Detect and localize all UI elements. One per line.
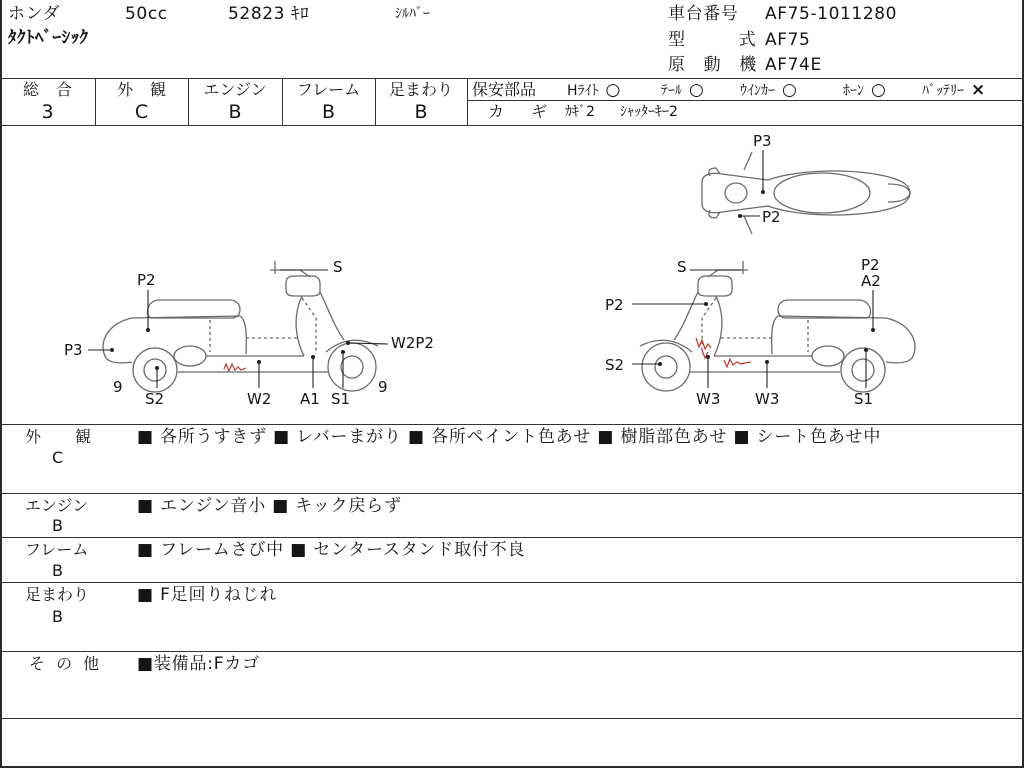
label-left-s: S xyxy=(333,258,343,276)
frame-number: AF75-1011280 xyxy=(765,4,898,24)
label-left-p2: P2 xyxy=(137,271,156,289)
divider-remark-3 xyxy=(0,582,1024,583)
grade-label-exterior: 外 観 xyxy=(116,80,167,99)
remark-text-engine: ■ エンジン音小 ■ キック戻らず xyxy=(137,496,402,516)
grade-value-frame: B xyxy=(321,101,336,123)
label-right-s1: S1 xyxy=(854,390,874,408)
divider-remark-5 xyxy=(0,718,1024,719)
grade-label-overall: 総 合 xyxy=(22,80,73,99)
safety-item-name: ﾊﾞｯﾃﾘｰ xyxy=(922,83,964,99)
mileage: 52823 ｷﾛ xyxy=(228,4,310,24)
divider-remark-2 xyxy=(0,537,1024,538)
safety-item-horn xyxy=(843,80,886,100)
grade-label-frame: フレーム xyxy=(296,80,361,99)
safety-item-status: × xyxy=(971,80,986,100)
pointer-dots xyxy=(110,190,875,370)
keys-label: カ ギ xyxy=(488,102,548,121)
remark-label-frame: フレーム xyxy=(25,540,89,559)
label-right-p2-upper: P2 xyxy=(861,256,880,274)
label-left-s1: S1 xyxy=(331,390,351,408)
safety-item-name: ﾃｰﾙ xyxy=(661,83,682,99)
remark-label-engine: エンジン xyxy=(25,496,89,515)
model-code: AF75 xyxy=(765,30,811,50)
model-name: ﾀｸﾄﾍﾞｰｼｯｸ xyxy=(8,28,89,48)
label-top-p3: P3 xyxy=(753,132,772,150)
label-right-w3-front: W3 xyxy=(696,390,721,408)
safety-item-name: ﾎｰﾝ xyxy=(843,83,864,99)
grade-value-suspension: B xyxy=(414,101,428,123)
remark-grade-engine: B xyxy=(52,516,63,535)
safety-item-status: ○ xyxy=(871,80,886,100)
grade-value-overall: 3 xyxy=(41,101,54,123)
remark-grade-exterior: C xyxy=(52,448,64,467)
divider-safety xyxy=(467,100,1024,101)
safety-item-taillight xyxy=(661,80,704,100)
grade-label-suspension: 足まわり xyxy=(388,80,453,99)
label-left-front-9: 9 xyxy=(378,378,388,396)
label-left-w2p2: W2P2 xyxy=(391,334,434,352)
label-top-p2: P2 xyxy=(762,208,781,226)
grade-column-divider xyxy=(467,78,468,125)
safety-item-name: Hﾗｲﾄ xyxy=(567,83,599,99)
grade-value-exterior: C xyxy=(134,101,149,123)
key-item: ｶｷﾞ2 xyxy=(565,104,595,120)
remark-text-frame: ■ フレームさび中 ■ センタースタンド取付不良 xyxy=(137,540,526,560)
displacement: 50cc xyxy=(125,4,168,24)
label-left-rear-9: 9 xyxy=(113,378,123,396)
remark-label-suspension: 足まわり xyxy=(25,585,90,604)
engine-code: AF74E xyxy=(765,55,822,75)
model-code-label: 型 式 xyxy=(668,30,757,50)
maker: ホンダ xyxy=(8,4,61,24)
remark-label-exterior: 外 観 xyxy=(25,427,92,446)
remark-grade-suspension: B xyxy=(52,607,63,626)
remark-text-exterior: ■ 各所うすきず ■ レバーまがり ■ 各所ペイント色あせ ■ 樹脂部色あせ ■ シート色あせ中 xyxy=(137,427,882,447)
scooter-top-view xyxy=(702,152,910,234)
label-left-w2: W2 xyxy=(247,390,272,408)
safety-item-status: ○ xyxy=(605,80,621,100)
remark-text-other: ■装備品:Fカゴ xyxy=(137,654,260,674)
engine-label: 原 動 機 xyxy=(668,55,757,75)
label-right-s2: S2 xyxy=(605,356,625,374)
safety-item-status: ○ xyxy=(689,80,704,100)
grade-label-engine: エンジン xyxy=(203,80,267,99)
vehicle-damage-diagram xyxy=(0,126,1024,423)
safety-parts-label: 保安部品 xyxy=(472,80,537,99)
remark-text-suspension: ■ F足回りねじれ xyxy=(137,585,278,605)
divider-remark-1 xyxy=(0,493,1024,494)
key-item: ｼｬｯﾀｰｷｰ2 xyxy=(620,104,678,120)
safety-item-status: ○ xyxy=(782,80,797,100)
label-right-p2: P2 xyxy=(605,296,624,314)
safety-item-winker xyxy=(740,80,797,100)
frame-number-label: 車台番号 xyxy=(668,4,739,24)
remark-grade-frame: B xyxy=(52,561,63,580)
label-left-p3: P3 xyxy=(64,341,83,359)
divider-header xyxy=(0,78,1024,79)
label-left-s2: S2 xyxy=(145,390,165,408)
safety-item-battery xyxy=(922,80,985,100)
label-right-s: S xyxy=(677,258,687,276)
label-left-a1: A1 xyxy=(300,390,320,408)
safety-item-name: ｳｲﾝｶｰ xyxy=(740,83,775,99)
label-right-a2: A2 xyxy=(861,272,881,290)
color: ｼﾙﾊﾞｰ xyxy=(395,6,430,22)
pointer-lines xyxy=(88,150,873,388)
safety-item-headlight xyxy=(567,80,620,100)
divider-diagram xyxy=(0,424,1024,425)
label-right-w3-rear: W3 xyxy=(755,390,780,408)
divider-remark-4 xyxy=(0,651,1024,652)
grade-value-engine: B xyxy=(228,101,242,123)
remark-label-other: そ の 他 xyxy=(29,654,100,673)
